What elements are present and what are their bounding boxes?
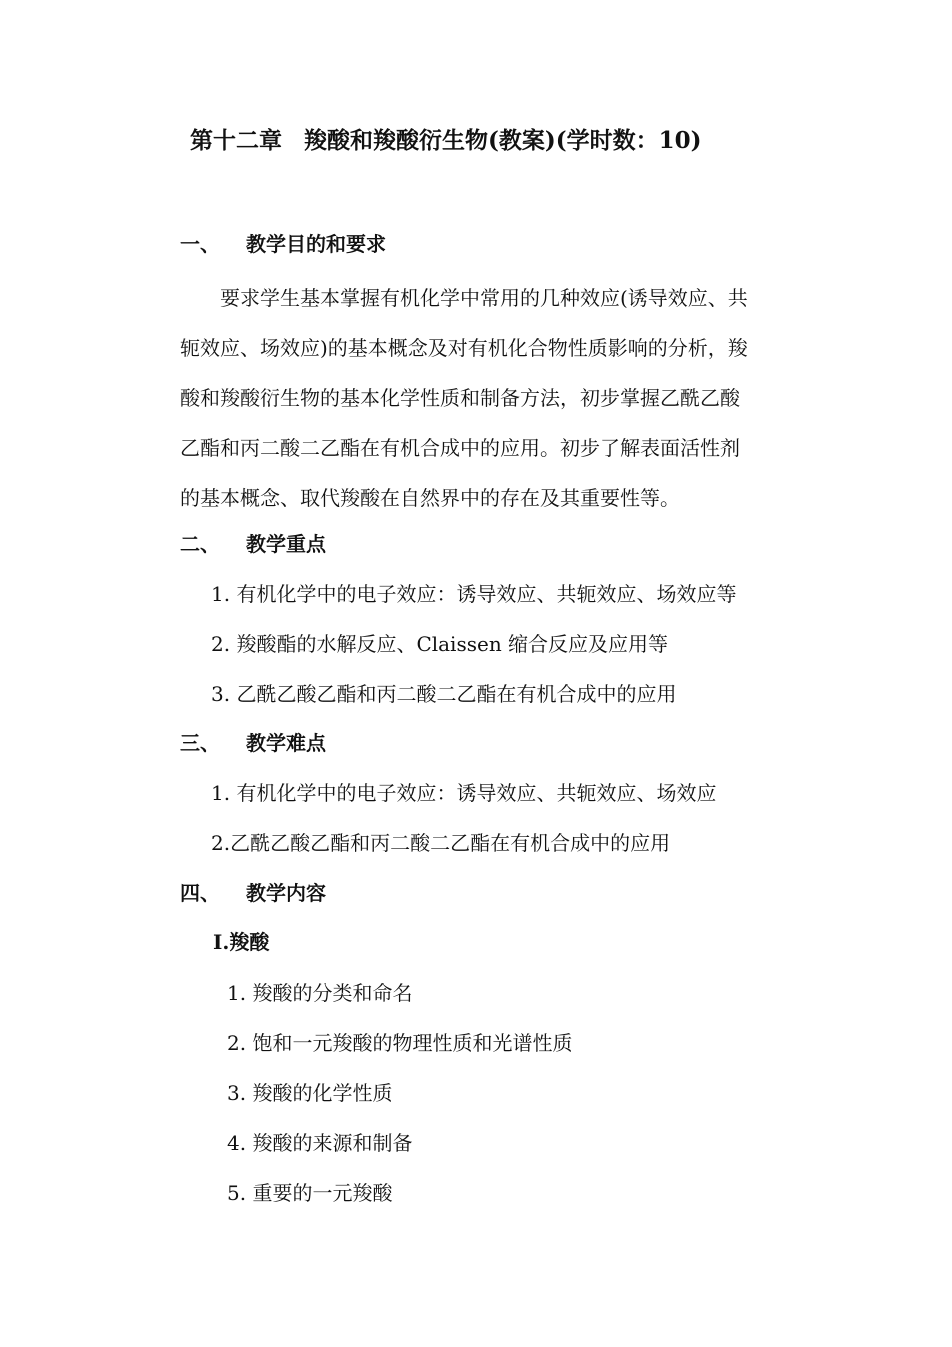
content-item: 4. 羧酸的来源和制备 [227,1131,413,1155]
paragraph-line: 乙酯和丙二酸二乙酯在有机合成中的应用。初步了解表面活性剂 [180,436,740,460]
section-number: 一、 [180,232,220,256]
content-item: 3. 羧酸的化学性质 [227,1081,393,1105]
chapter-number: 第十二章 [190,127,282,154]
section-number: 四、 [180,881,220,905]
section-heading-difficult-points [180,727,326,756]
difficult-point-item: 2.乙酰乙酸乙酯和丙二酸二乙酯在有机合成中的应用 [211,831,671,855]
content-item: 2. 饱和一元羧酸的物理性质和光谱性质 [227,1031,573,1055]
section-heading-key-points [180,528,326,557]
content-item: 5. 重要的一元羧酸 [227,1181,393,1205]
paragraph-line: 要求学生基本掌握有机化学中常用的几种效应(诱导效应、共 [180,286,748,310]
key-point-item: 2. 羧酸酯的水解反应、Claissen 缩合反应及应用等 [211,632,669,656]
chapter-title [190,122,702,155]
section-title: 教学内容 [246,881,326,905]
paragraph-line: 轭效应、场效应)的基本概念及对有机化合物性质影响的分析，羧 [180,336,748,360]
objectives-paragraph [180,273,820,523]
section-number: 三、 [180,731,220,755]
key-point-item: 3. 乙酰乙酸乙酯和丙二酸二乙酯在有机合成中的应用 [211,682,677,706]
section-heading-content [180,877,326,906]
key-point-item: 1. 有机化学中的电子效应：诱导效应、共轭效应、场效应等 [211,582,737,606]
paragraph-line: 的基本概念、取代羧酸在自然界中的存在及其重要性等。 [180,486,680,510]
section-title: 教学重点 [246,532,326,556]
difficult-point-item: 1. 有机化学中的电子效应：诱导效应、共轭效应、场效应 [211,781,717,805]
paragraph-line: 酸和羧酸衍生物的基本化学性质和制备方法，初步掌握乙酰乙酸 [180,386,740,410]
section-heading-objectives [180,228,386,257]
content-item: 1. 羧酸的分类和命名 [227,981,413,1005]
section-title: 教学目的和要求 [246,232,386,256]
content-subheading: I.羧酸 [213,930,270,954]
section-title: 教学难点 [246,731,326,755]
section-number: 二、 [180,532,220,556]
chapter-title-text: 羧酸和羧酸衍生物(教案)(学时数：10) [304,127,702,154]
